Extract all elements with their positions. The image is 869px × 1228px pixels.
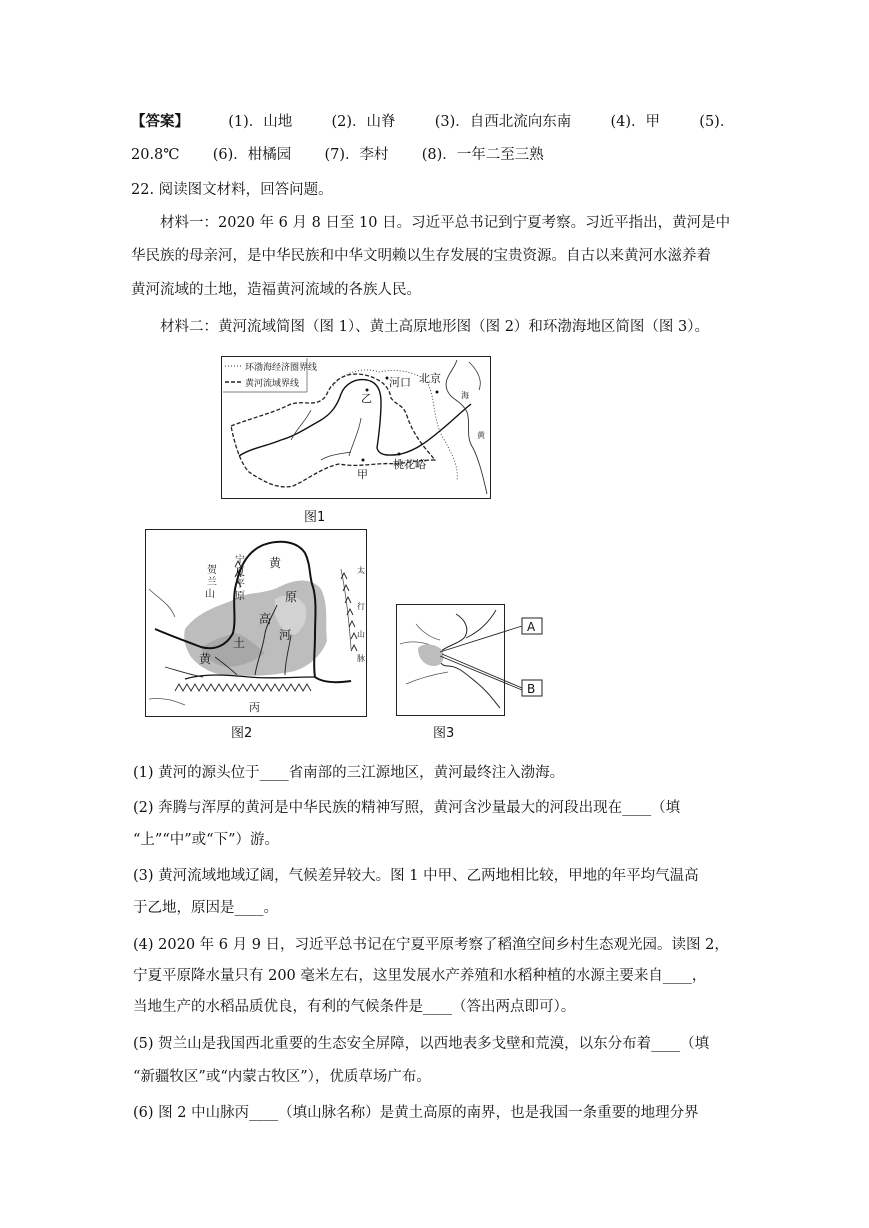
subquestion-4-cont: 宁夏平原降水量只有 200 毫米左右，这里发展水产养殖和水稻种植的水源主要来自____， xyxy=(133,968,707,984)
answer-item: (1)．山地 xyxy=(228,114,293,130)
label-taihang-4: 脉 xyxy=(357,654,365,663)
label-huang-left: 黄 xyxy=(199,652,212,666)
label-huang: 黄 xyxy=(477,431,485,440)
figure-2-caption: 图2 xyxy=(231,726,253,741)
answer-item: (6)．柑橘园 xyxy=(212,147,292,163)
answer-item: 20.8℃ xyxy=(131,147,180,163)
figure-3-caption: 图3 xyxy=(433,726,455,741)
label-hekou: 河口 xyxy=(389,376,411,389)
figure-3-map xyxy=(396,604,548,716)
label-jia: 甲 xyxy=(357,468,368,481)
answer-item: (4)．甲 xyxy=(610,114,661,130)
answer-line-2 xyxy=(131,145,544,165)
question-title: 22. 阅读图文材料，回答问题。 xyxy=(131,182,333,198)
label-tu: 土 xyxy=(233,636,246,650)
subquestion-4-cont: 当地生产的水稻品质优良，有利的气候条件是____（答出两点即可）。 xyxy=(133,999,576,1015)
label-huang-top: 黄 xyxy=(269,556,282,570)
answer-item: (2)．山脊 xyxy=(331,114,396,130)
answer-item: (3)．自西北流向东南 xyxy=(434,114,572,130)
label-helan-2: 兰 xyxy=(207,577,217,588)
subquestion-1: (1) 黄河的源头位于____省南部的三江源地区，黄河最终注入渤海。 xyxy=(133,765,565,781)
label-b: B xyxy=(527,682,536,696)
label-hai: 海 xyxy=(461,391,469,400)
legend-bohai-boundary: 环渤海经济圈界线 xyxy=(245,363,318,373)
label-helan-3: 山 xyxy=(205,589,215,600)
label-taihang-1: 太 xyxy=(357,566,365,575)
material1-line: 材料一：2020 年 6 月 8 日至 10 日。习近平总书记到宁夏考察。习近平指出，黄河是中 xyxy=(160,215,731,231)
answer-label: 【答案】 xyxy=(131,113,189,130)
label-yi: 乙 xyxy=(361,392,372,405)
label-ningxia-3: 平 xyxy=(235,579,245,590)
answer-item: (8)．一年二至三熟 xyxy=(421,147,544,163)
label-ningxia-1: 宁 xyxy=(235,555,245,566)
subquestion-3: (3) 黄河流域地域辽阔，气候差异较大。图 1 中甲、乙两地相比较，甲地的年平均气温高 xyxy=(133,868,699,884)
subquestion-2-cont: “上”“中”或“下”）游。 xyxy=(133,832,279,848)
figure-1-map xyxy=(221,356,491,499)
legend-basin-boundary: 黄河流域界线 xyxy=(245,379,300,389)
label-taihang-3: 山 xyxy=(357,630,365,639)
subquestion-2: (2) 奔腾与浑厚的黄河是中华民族的精神写照，黄河含沙量最大的河段出现在____（填 xyxy=(133,800,681,816)
subquestion-3-cont: 于乙地，原因是____。 xyxy=(133,900,278,916)
label-ningxia-4: 原 xyxy=(235,591,245,602)
subquestion-5-cont: “新疆牧区”或“内蒙古牧区”），优质草场广布。 xyxy=(133,1069,431,1085)
material2-line: 材料二：黄河流域简图（图 1）、黄土高原地形图（图 2）和环渤海地区简图（图 3）。 xyxy=(160,319,710,335)
answer-line-1 xyxy=(131,112,734,132)
label-yuan: 原 xyxy=(285,590,298,604)
answer-item: (5)． xyxy=(699,114,735,130)
material1-line: 华民族的母亲河，是中华民族和中华文明赖以生存发展的宝贵资源。自古以来黄河水滋养着 xyxy=(131,248,711,264)
label-beijing: 北京 xyxy=(419,372,441,385)
label-gao: 高 xyxy=(259,612,272,626)
subquestion-4: (4) 2020 年 6 月 9 日，习近平总书记在宁夏平原考察了稻渔空间乡村生态观光园。读图 2， xyxy=(133,937,729,953)
label-taihang-2: 行 xyxy=(357,602,365,611)
answer-item: (7)．李村 xyxy=(324,147,389,163)
material1-line: 黄河流域的土地，造福黄河流域的各族人民。 xyxy=(131,282,421,298)
label-a: A xyxy=(527,620,536,634)
figure-1-caption: 图1 xyxy=(304,510,326,525)
subquestion-6: (6) 图 2 中山脉丙____（填山脉名称）是黄土高原的南界，也是我国一条重要的地理分界 xyxy=(133,1105,699,1121)
label-he: 河 xyxy=(279,628,292,642)
figure-2-map xyxy=(145,529,367,717)
label-bing: 丙 xyxy=(249,701,260,714)
label-ningxia-2: 夏 xyxy=(235,567,245,578)
label-taohuayu: 桃花峪 xyxy=(393,458,426,471)
label-helan-1: 贺 xyxy=(207,565,217,576)
subquestion-5: (5) 贺兰山是我国西北重要的生态安全屏障，以西地表多戈壁和荒漠，以东分布着____（填 xyxy=(133,1036,710,1052)
